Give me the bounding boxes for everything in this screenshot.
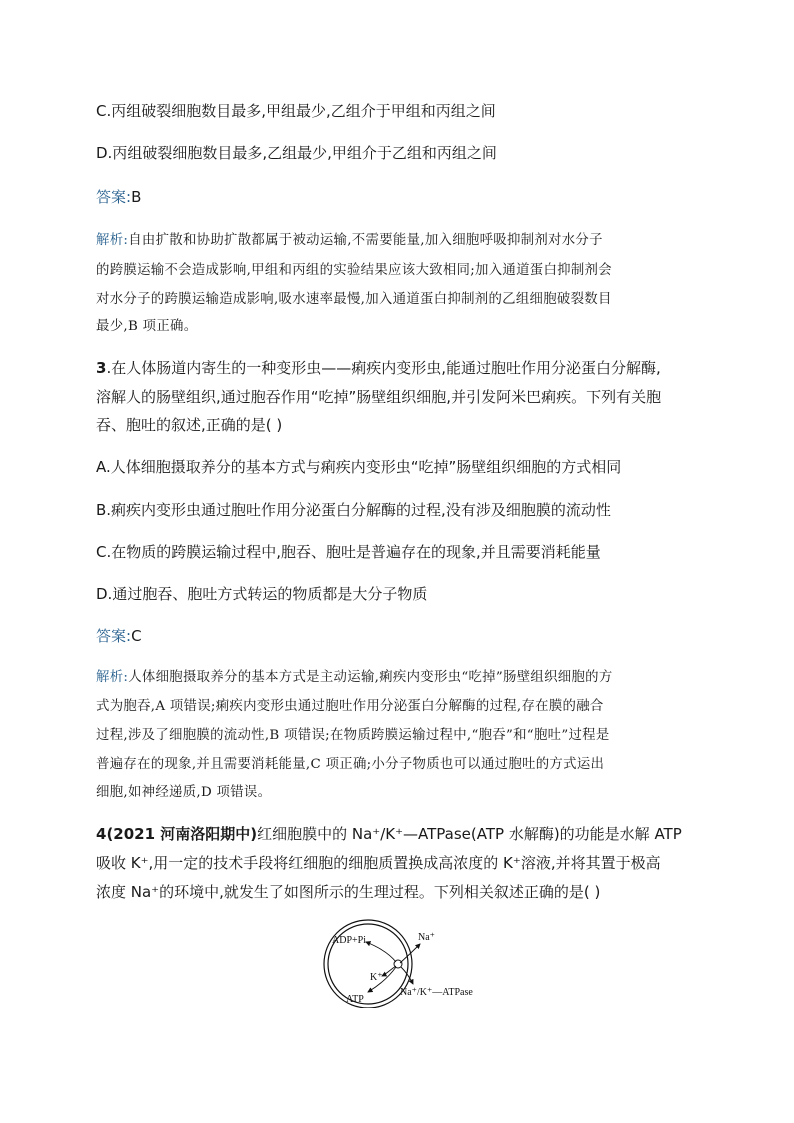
stem-text: 红细胞膜中的 Na⁺/K⁺—ATPase(ATP 水解酶)的功能是水解 ATP (257, 825, 682, 843)
label-na: Na⁺ (418, 932, 435, 943)
q3-stem-line-3: 吞、胞吐的叙述,正确的是( ) (96, 416, 283, 434)
na-arrow (400, 944, 420, 963)
question-number: 3 (96, 359, 107, 377)
q3-option-d: D.通过胞吞、胞吐方式转运的物质都是大分子物质 (96, 585, 428, 603)
answer-label: 答案: (96, 188, 132, 206)
q4-stem-line-1 (96, 824, 682, 844)
q3-explanation-line-3: 过程,涉及了细胞膜的流动性,B 项错误;在物质跨膜运输过程中,“胞吞”和“胞吐”过程是 (96, 728, 610, 743)
q3-explanation-line-1 (96, 668, 613, 688)
na-k-pump-diagram (310, 918, 510, 1008)
q3-answer (96, 626, 142, 646)
q3-option-a: A.人体细胞摄取养分的基本方式与痢疾内变形虫“吃掉”肠壁组织细胞的方式相同 (96, 458, 622, 476)
q3-stem-line-1 (96, 358, 661, 378)
q3-option-b: B.痢疾内变形虫通过胞吐作用分泌蛋白分解酶的过程,没有涉及细胞膜的流动性 (96, 501, 611, 519)
q3-explanation-line-5: 细胞,如神经递质,D 项错误。 (96, 785, 272, 800)
q3-explanation-line-2: 式为胞吞,A 项错误;痢疾内变形虫通过胞吐作用分泌蛋白分解酶的过程,存在膜的融合 (96, 699, 604, 714)
answer-label: 答案: (96, 627, 132, 645)
label-k: K⁺ (370, 972, 383, 983)
explanation-text: 自由扩散和协助扩散都属于被动运输,不需要能量,加入细胞呼吸抑制剂对水分子 (128, 233, 603, 248)
question-source: (2021 河南洛阳期中) (106, 825, 258, 843)
q2-option-d: D.丙组破裂细胞数目最多,乙组最少,甲组介于乙组和丙组之间 (96, 144, 497, 162)
k-arrow (382, 966, 396, 976)
stem-text: .在人体肠道内寄生的一种变形虫——痢疾内变形虫,能通过胞吐作用分泌蛋白分解酶, (106, 359, 661, 377)
answer-value: C (131, 627, 142, 645)
q3-explanation-line-4: 普遍存在的现象,并且需要消耗能量,C 项正确;小分子物质也可以通过胞吐的方式运出 (96, 757, 605, 772)
explanation-label: 解析: (96, 233, 129, 248)
q2-option-c: C.丙组破裂细胞数目最多,甲组最少,乙组介于甲组和丙组之间 (96, 102, 496, 120)
q2-explanation-line-4: 最少,B 项正确。 (96, 319, 198, 334)
q3-stem-line-2: 溶解人的肠壁组织,通过胞吞作用“吃掉”肠壁组织细胞,并引发阿米巴痢疾。下列有关胞 (96, 388, 662, 406)
adp-arrow (366, 942, 396, 962)
answer-value: B (131, 188, 142, 206)
explanation-text: 人体细胞摄取养分的基本方式是主动运输,痢疾内变形虫“吃掉”肠壁组织细胞的方 (128, 670, 613, 685)
label-enzyme: Na⁺/K⁺—ATPase (400, 987, 473, 998)
explanation-label: 解析: (96, 670, 129, 685)
q2-explanation-line-2: 的跨膜运输不会造成影响,甲组和丙组的实验结果应该大致相同;加入通道蛋白抑制剂会 (96, 263, 612, 278)
q4-stem-line-2: 吸收 K⁺,用一定的技术手段将红细胞的细胞质置换成高浓度的 K⁺溶液,并将其置于极高 (96, 854, 661, 872)
q2-explanation-line-3: 对水分子的跨膜运输造成影响,吸水速率最慢,加入通道蛋白抑制剂的乙组细胞破裂数目 (96, 292, 612, 307)
question-number: 4 (96, 825, 107, 843)
q2-explanation-line-1 (96, 231, 603, 251)
q4-stem-line-3: 浓度 Na⁺的环境中,就发生了如图所示的生理过程。下列相关叙述正确的是( ) (96, 883, 601, 901)
label-adp-pi: ADP+Pi (332, 935, 366, 946)
q2-answer (96, 187, 141, 207)
q3-option-c: C.在物质的跨膜运输过程中,胞吞、胞吐是普遍存在的现象,并且需要消耗能量 (96, 543, 601, 561)
label-atp: ATP (346, 994, 364, 1005)
